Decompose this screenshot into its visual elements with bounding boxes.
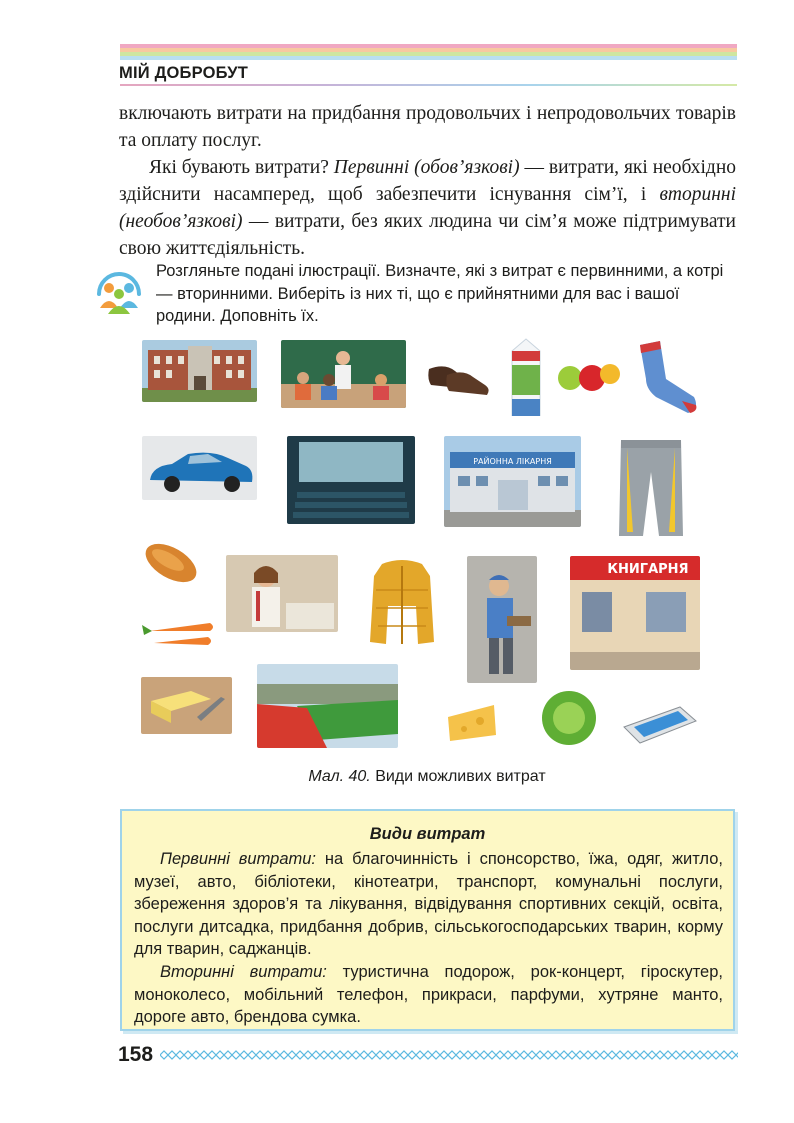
body-text <box>119 100 736 262</box>
footer-ornament <box>160 1049 738 1061</box>
embroidery-girl-image <box>226 555 338 632</box>
task-text: Розгляньте подані ілюстрації. Визначте, які з витрат є первинними, а котрі — вторинними. Виберіть із них ті, що є прийнятними для вас і вашої родини. Доповніть їх. <box>156 262 724 325</box>
title-underline <box>120 84 737 86</box>
bookstore-image <box>570 556 700 670</box>
butter-image <box>141 677 232 734</box>
paragraph-2: Які бувають витрати? Первинні (обов’язкові) — витрати, які необхідно здійснити насамперед, щоб забезпечити існування сім’ї, і вторинні (необов’язкові) — витрати, без яких людина чи сім’я може підтримувати свою життєдіяльність. <box>119 157 737 259</box>
page-number: 158 <box>118 1043 154 1066</box>
primary-term: Первинні (обов’язкові) <box>333 157 520 178</box>
winter-jacket-image <box>368 556 436 648</box>
hospital-sign: РАЙОННА ЛІКАРНЯ <box>473 457 552 466</box>
classroom-image <box>281 340 406 408</box>
bookstore-sign: КНИГАРНЯ <box>607 562 689 577</box>
secondary-term: вторинні (необов’язкові) <box>119 184 736 232</box>
milk-carton-image <box>508 337 544 416</box>
group-discussion-icon <box>93 264 145 316</box>
apples-image <box>556 356 620 394</box>
secondary-expenses: Вторинні витрати: туристична подорож, рок-концерт, гіроскутер, моноколесо, мобільний телефон, прикраси, парфуми, хутряне манто, дороге авто, брендова сумка. <box>134 962 723 1027</box>
figure-caption: Мал. 40. Види можливих витрат <box>308 768 546 785</box>
paragraph-1: включають витрати на придбання продовольчих і непродовольчих товарів та оплату послуг. <box>119 103 736 151</box>
shoes-image <box>425 355 493 397</box>
boy-sawing-image <box>467 556 537 683</box>
car-image <box>142 436 257 500</box>
sweatpants-image <box>613 436 689 540</box>
cabbage-image <box>540 689 598 747</box>
school-building-image <box>142 340 257 402</box>
smartphone-image <box>620 705 700 745</box>
hospital-image <box>444 436 581 527</box>
header-stripes <box>120 44 737 60</box>
expense-types-box <box>120 809 735 1031</box>
infobox-title: Види витрат <box>369 825 486 843</box>
primary-expenses: Первинні витрати: на благочинність і спонсорство, їжа, одяг, житло, музеї, авто, бібліотеки, кінотеатри, транспорт, комунальні послуги, збереження здоров’я та лікування, відвідування спортивних секцій, освіта, послуги дитсадка, придбання добрив, сільськогосподарських тварин, корму для тварин, саджанців. <box>134 850 723 959</box>
carrots-image <box>140 613 216 655</box>
cheese-image <box>444 699 499 743</box>
section-title: МІЙ ДОБРОБУТ <box>119 64 249 82</box>
sock-image <box>634 339 700 416</box>
bread-image <box>140 538 202 588</box>
cinema-hall-image <box>287 436 415 524</box>
stadium-image <box>257 664 398 748</box>
